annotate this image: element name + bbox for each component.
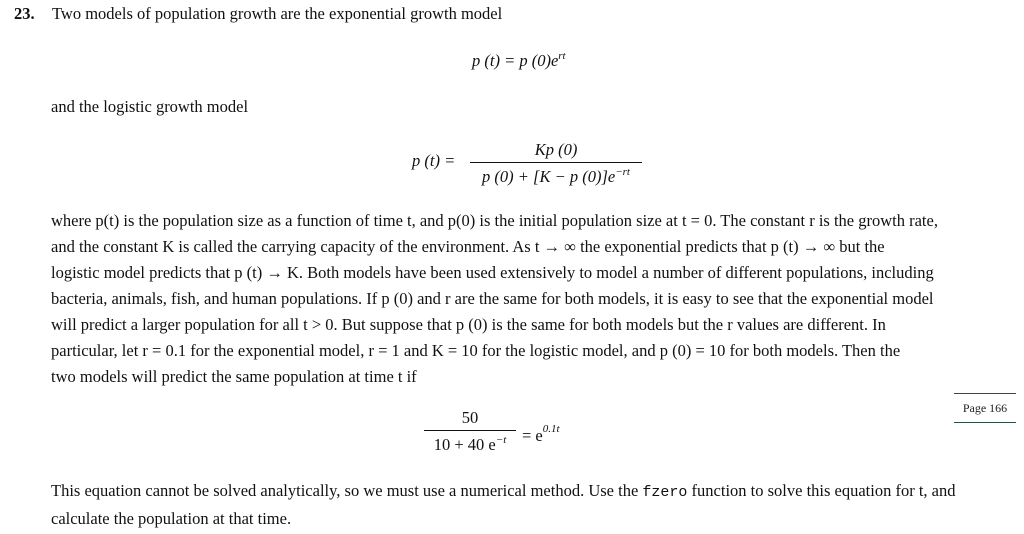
logistic-equation-lhs: p (t) =	[412, 151, 456, 170]
paragraph-line: logistic model predicts that p (t) → K. Both models have been used extensively to model a number of different populations, including	[51, 263, 934, 282]
explanation-paragraph	[51, 208, 1021, 390]
intersection-denominator	[424, 431, 516, 455]
exponential-equation	[472, 50, 566, 71]
problem-intro: Two models of population growth are the exponential growth model	[52, 4, 503, 23]
page-label: Page 166	[954, 393, 1016, 423]
task-paragraph	[51, 478, 1021, 532]
paragraph-line: will predict a larger population for all t > 0. But suppose that p (0) is the same for both models but the r values are different. In	[51, 315, 886, 334]
fzero-code: fzero	[642, 484, 688, 501]
logistic-denominator-exponent: −rt	[615, 166, 630, 178]
intersection-denominator-exponent: −t	[495, 434, 507, 446]
intersection-equation-fraction	[424, 408, 516, 455]
logistic-denominator-body: p (0) + [K − p (0)]e	[482, 167, 616, 186]
logistic-equation-fraction	[470, 140, 642, 187]
intersection-rhs-body: = e	[522, 426, 543, 445]
logistic-numerator: Kp (0)	[534, 140, 578, 159]
logistic-intro: and the logistic growth model	[51, 97, 249, 116]
problem-number: 23.	[14, 4, 35, 23]
paragraph-line: where p(t) is the population size as a function of time t, and p(0) is the initial population size at t = 0. The constant r is the growth rate,	[51, 211, 938, 230]
paragraph-line: and the constant K is called the carrying capacity of the environment. As t → ∞ the exponential predicts that p (t) → ∞ but the	[51, 237, 885, 256]
intersection-numerator: 50	[461, 408, 479, 427]
task-line	[51, 478, 1021, 506]
task-text: This equation cannot be solved analytically, so we must use a numerical method. Use the	[51, 481, 643, 500]
paragraph-line: bacteria, animals, fish, and human populations. If p (0) and r are the same for both models, it is easy to see that the exponential model	[51, 289, 934, 308]
exponential-equation-exponent: rt	[558, 50, 566, 62]
logistic-denominator	[470, 163, 642, 187]
paragraph-line: particular, let r = 0.1 for the exponential model, r = 1 and K = 10 for the logistic model, and p (0) = 10 for both models. Then the	[51, 341, 901, 360]
task-text: function to solve this equation for t, and	[687, 481, 956, 500]
paragraph-line: two models will predict the same population at time t if	[51, 367, 417, 386]
exponential-equation-body: p (t) = p (0)e	[472, 51, 559, 70]
intersection-denominator-body: 10 + 40 e	[433, 435, 496, 454]
task-line: calculate the population at that time.	[51, 509, 292, 528]
intersection-rhs-exponent: 0.1t	[542, 423, 560, 435]
intersection-equation-rhs	[522, 423, 560, 446]
